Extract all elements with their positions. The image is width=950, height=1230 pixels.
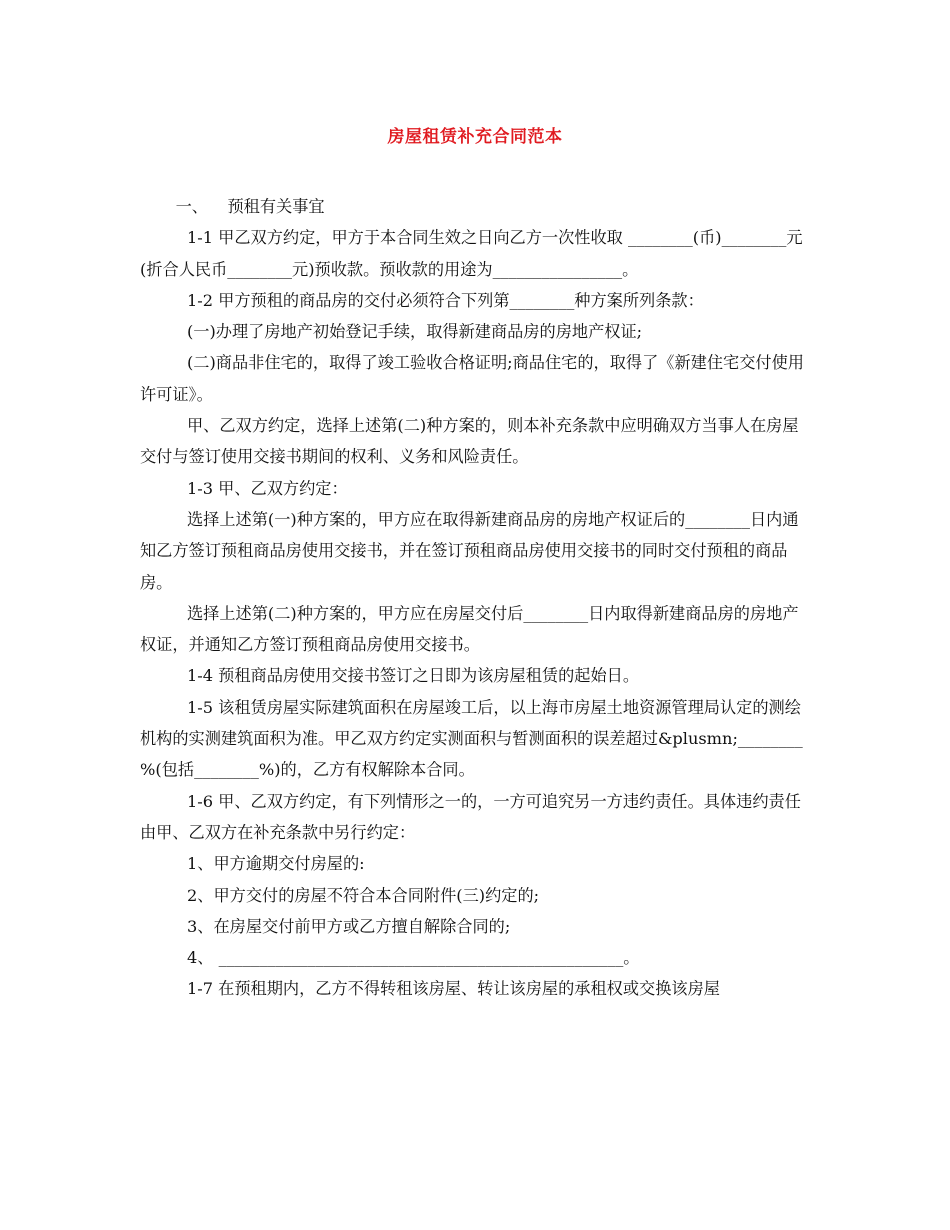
list-item-3: 3、在房屋交付前甲方或乙方擅自解除合同的; <box>186 916 511 936</box>
paragraph-1-6: 1-6 甲、乙双方约定，有下列情形之一的，一方可追究另一方违约责任。具体违约责任由甲、乙双方在补充条款中另行约定： <box>140 791 801 842</box>
paragraph-1-1: 1-1 甲乙双方约定，甲方于本合同生效之日向乙方一次性收取 ________(币)________元(折合人民币________元)预收款。预收款的用途为________________。 <box>140 228 803 279</box>
paragraph-1-4: 1-4 预租商品房使用交接书签订之日即为该房屋租赁的起始日。 <box>186 666 640 686</box>
list-item-1: 1、甲方逾期交付房屋的: <box>186 854 365 874</box>
list-item-2: 2、甲方交付的房屋不符合本合同附件(三)约定的; <box>186 885 540 905</box>
document-body <box>140 191 812 1005</box>
paragraph-option-1: (一)办理了房地产初始登记手续，取得新建商品房的房地产权证; <box>186 322 643 342</box>
section-number: 一、 <box>175 197 208 216</box>
paragraph-1-3-option-1: 选择上述第(一)种方案的，甲方应在取得新建商品房的房地产权证后的________日内通知乙方签订预租商品房使用交接书，并在签订预租商品房使用交接书的同时交付预租的商品房。 <box>140 509 799 592</box>
document-title: 房屋租赁补充合同范本 <box>387 127 563 147</box>
paragraph-1-2: 1-2 甲方预租的商品房的交付必须符合下列第________种方案所列条款： <box>186 290 704 310</box>
paragraph-1-3-option-2: 选择上述第(二)种方案的，甲方应在房屋交付后________日内取得新建商品房的房地产权证，并通知乙方签订预租商品房使用交接书。 <box>140 603 799 655</box>
list-item-4: 4、 __________________________________________________。 <box>186 948 640 968</box>
paragraph-option-2-note: 甲、乙双方约定，选择上述第(二)种方案的，则本补充条款中应明确双方当事人在房屋交付与签订使用交接书期间的权利、义务和风险责任。 <box>140 416 799 467</box>
section-heading-text: 预租有关事宜 <box>227 197 325 216</box>
section-heading <box>140 191 812 222</box>
paragraph-1-5: 1-5 该租赁房屋实际建筑面积在房屋竣工后，以上海市房屋土地资源管理局认定的测绘机构的实测建筑面积为准。甲乙双方约定实测面积与暂测面积的误差超过&plusmn;________ %(包括________%)的，乙方有权解除本合同。 <box>140 697 803 780</box>
paragraph-1-7: 1-7 在预租期内，乙方不得转租该房屋、转让该房屋的承租权或交换该房屋 <box>186 979 720 999</box>
paragraph-option-2: (二)商品非住宅的，取得了竣工验收合格证明;商品住宅的，取得了《新建住宅交付使用许可证》。 <box>140 353 804 404</box>
paragraph-1-3: 1-3 甲、乙双方约定： <box>186 478 348 498</box>
